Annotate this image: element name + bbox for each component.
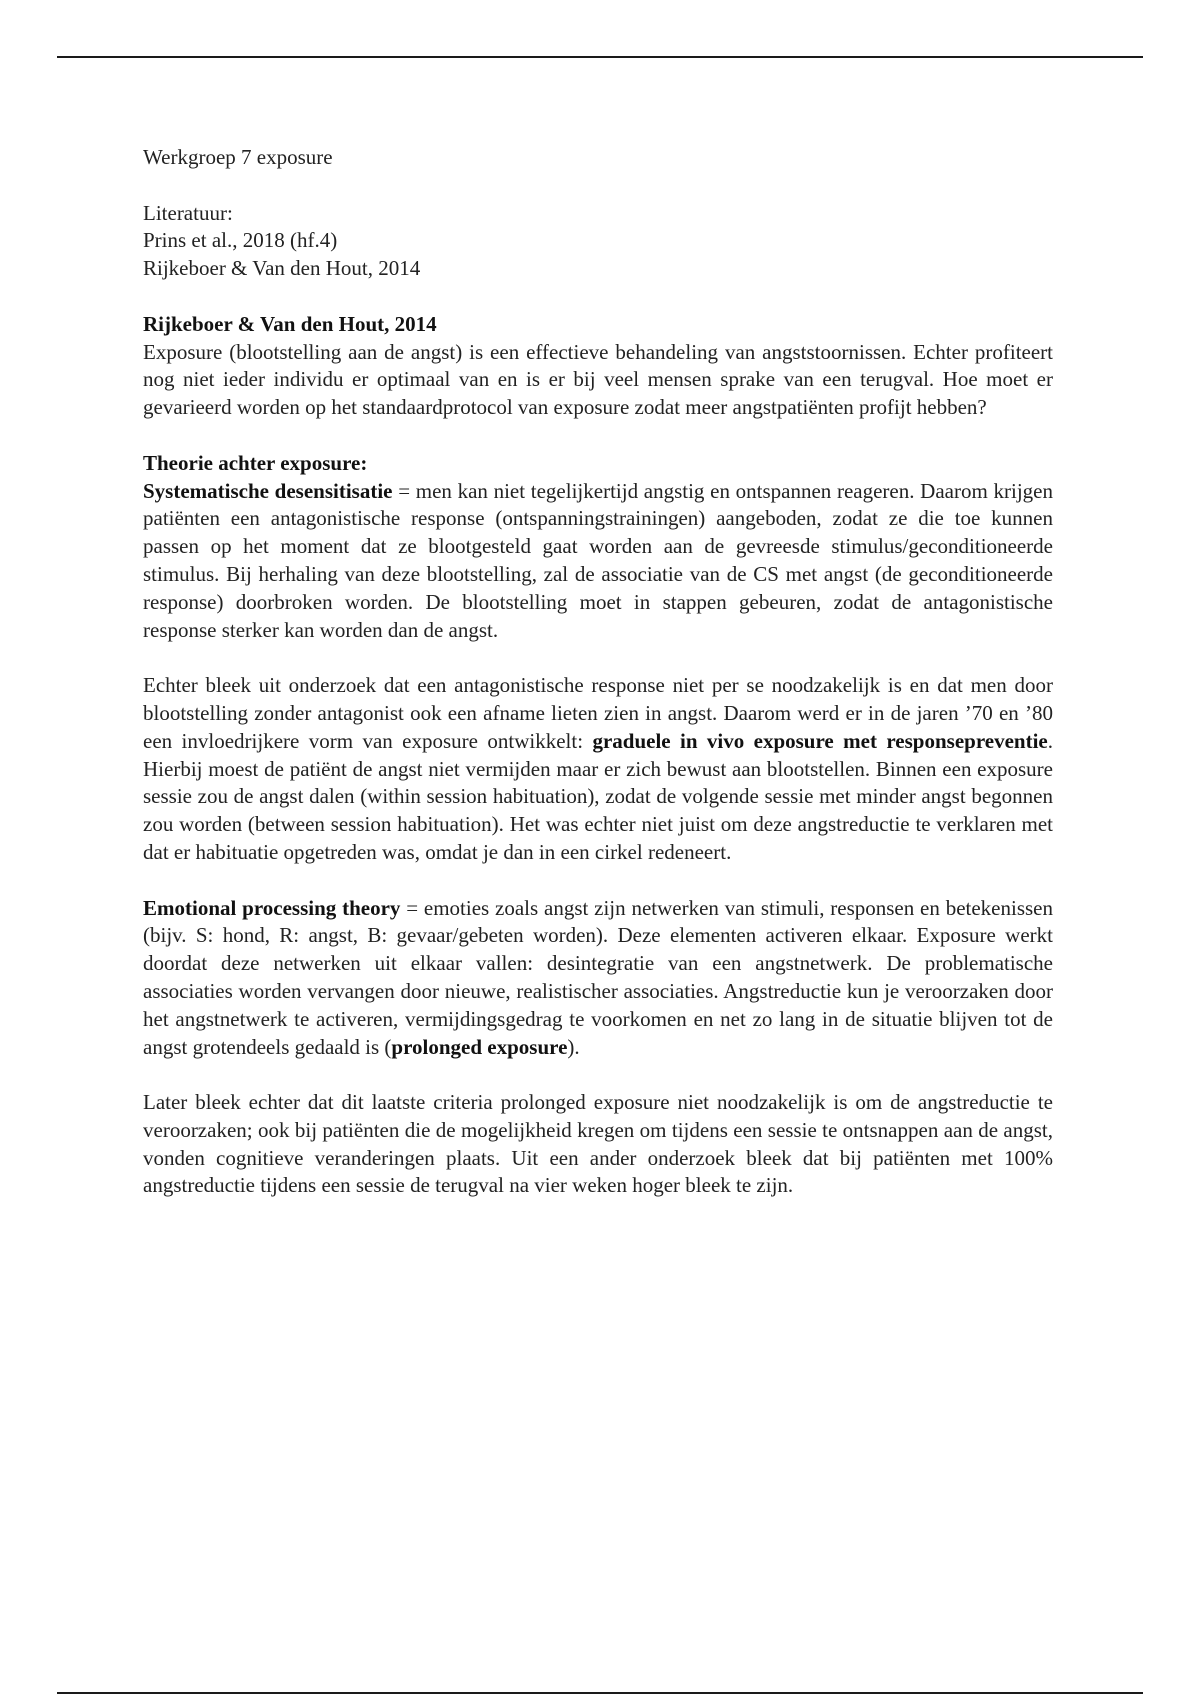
section-paragraph: Systematische desensitisatie = men kan niet tegelijkertijd angstig en ontspannen reageren. Daarom krijgen patiënten een antagonistische response (ontspanningstrainingen) aangeboden, zodat ze die toe kunnen passen op het moment dat ze blootgesteld gaat worden aan de gevreesde stimulus/geconditioneerde stimulus. Bij herhaling van deze blootstelling, zal de associatie van de CS met angst (de geconditioneerde response) doorbroken worden. De blootstelling moet in stappen gebeuren, zodat de antagonistische response sterker kan worden dan de angst. bbox=[143, 478, 1053, 642]
literature-item: Rijkeboer & Van den Hout, 2014 bbox=[143, 256, 421, 281]
literature-block bbox=[143, 200, 1053, 283]
document-body bbox=[143, 144, 1053, 1200]
document-title: Werkgroep 7 exposure bbox=[143, 145, 333, 169]
section-paragraph: Emotional processing theory = emoties zoals angst zijn netwerken van stimuli, responsen en betekenissen (bijv. S: hond, R: angst, B: gevaar/gebeten worden). Deze elementen activeren elkaar. Exposure werkt doordat deze netwerken uit elkaar vallen: desintegratie van een angstnetwerk. De problematische associaties worden vervangen door nieuwe, realistischer associaties. Angstreductie kun je veroorzaken door het angstnetwerk te activeren, vermijdingsgedrag te voorkomen en net zo lang in de situatie blijven tot de angst grotendeels gedaald is (prolonged exposure). bbox=[143, 895, 1053, 1059]
term-emotional-processing: Emotional processing theory bbox=[143, 895, 401, 920]
section-heading: Theorie achter exposure: bbox=[143, 450, 368, 475]
section-paragraph: Later bleek echter dat dit laatste criteria prolonged exposure niet noodzakelijk is om de angstreductie te veroorzaken; ook bij patiënten die de mogelijkheid kregen om tijdens een sessie te ontsnappen aan de angst, vonden cognitieve veranderingen plaats. Uit een ander onderzoek bleek dat bij patiënten met 100% angstreductie tijdens een sessie de terugval na vier weken hoger bleek te zijn. bbox=[143, 1090, 1053, 1198]
footer-rule bbox=[57, 1692, 1143, 1694]
term-prolonged-exposure: prolonged exposure bbox=[391, 1034, 568, 1059]
term-systematic-desensitization: Systematische desensitisatie bbox=[143, 478, 393, 503]
literature-item: Prins et al., 2018 (hf.4) bbox=[143, 228, 338, 253]
literature-label: Literatuur: bbox=[143, 200, 233, 225]
term-graduele-exposure: graduele in vivo exposure met responsepreventie bbox=[592, 728, 1048, 753]
section-paragraph: Echter bleek uit onderzoek dat een antagonistische response niet per se noodzakelijk is en dat men door blootstelling zonder antagonist ook een afname lieten zien in angst. Daarom werd er in de jaren ’70 en ’80 een invloedrijkere vorm van exposure ontwikkelt: graduele in vivo exposure met responsepreventie. Hierbij moest de patiënt de angst niet vermijden maar er zich bewust aan blootstellen. Binnen een exposure sessie zou de angst dalen (within session habituation), zodat de volgende sessie met minder angst begonnen zou worden (between session habituation). Het was echter niet juist om deze angstreductie te verklaren met dat er habituatie opgetreden was, omdat je dan in een cirkel redeneert. bbox=[143, 673, 1053, 864]
section-paragraph: Exposure (blootstelling aan de angst) is een effectieve behandeling van angststoornissen. Echter profiteert nog niet ieder individu er optimaal van en is er bij veel mensen sprake van een terugval. Hoe moet er gevarieerd worden op het standaardprotocol van exposure zodat meer angstpatiënten profijt hebben? bbox=[143, 339, 1053, 420]
header-rule bbox=[57, 56, 1143, 58]
section-heading: Rijkeboer & Van den Hout, 2014 bbox=[143, 311, 437, 336]
